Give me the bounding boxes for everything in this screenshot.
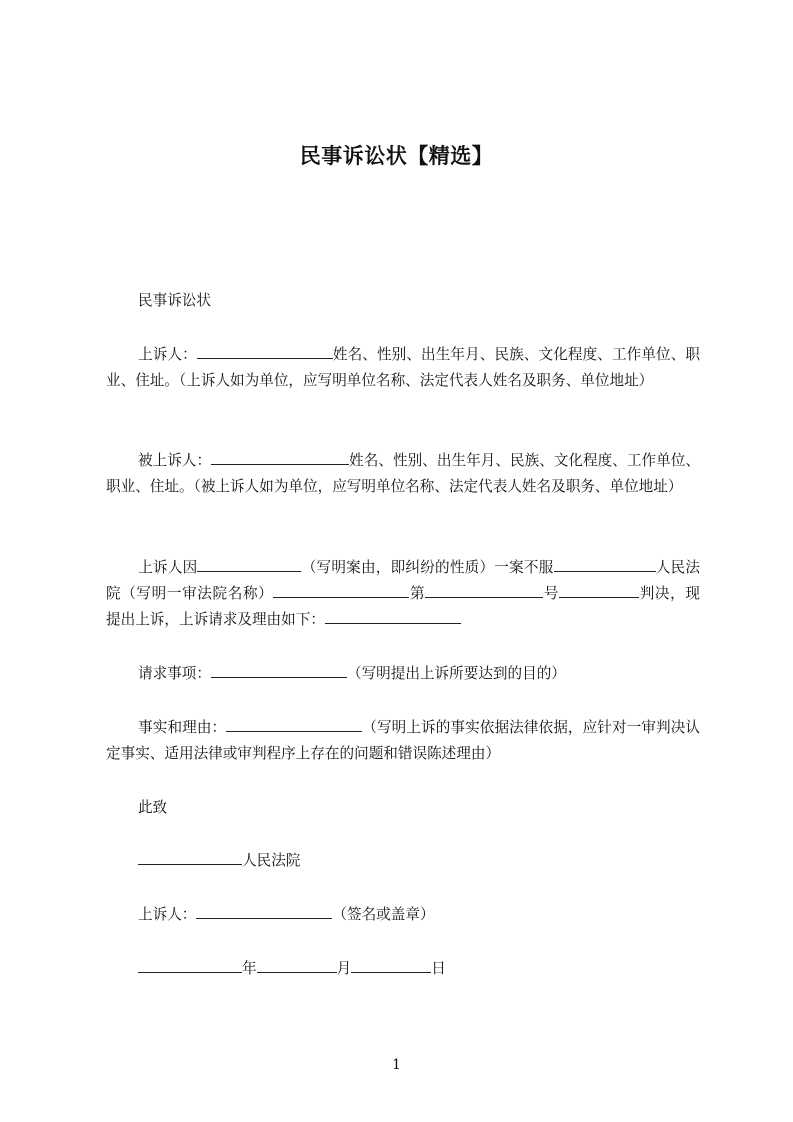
appeal-text-6: 判决，现提出上诉，上诉请求及理由如下： — [106, 585, 700, 628]
date-year-blank[interactable] — [138, 958, 242, 973]
signer-line — [106, 902, 700, 928]
request-blank[interactable] — [211, 663, 347, 678]
facts-label: 事实和理由： — [138, 719, 227, 736]
appellee-name-blank[interactable] — [211, 450, 349, 465]
appeal-text-4: 第 — [409, 585, 426, 602]
request-label: 请求事项： — [138, 665, 211, 682]
appeal-text-5: 号 — [543, 585, 560, 602]
appeal-paragraph — [106, 555, 700, 633]
date-month-blank[interactable] — [257, 958, 337, 973]
signature-blank[interactable] — [196, 904, 332, 919]
facts-paragraph — [106, 715, 700, 767]
greeting-line — [106, 795, 700, 821]
greeting-text: 此致 — [138, 799, 168, 816]
page-number: 1 — [392, 1057, 401, 1073]
heading-text: 民事诉讼状 — [138, 292, 211, 309]
appeal-reasons-blank[interactable] — [325, 609, 461, 624]
court-line — [106, 848, 700, 874]
case-number-blank[interactable] — [425, 583, 543, 598]
appellant-name-blank[interactable] — [197, 344, 333, 359]
judgment-type-blank[interactable] — [559, 583, 639, 598]
appellee-text: 姓名、性别、出生年月、民族、文化程度、工作单位、职业、住址。（被上诉人如为单位，应写明单位名称、法定代表人姓名及职务、单位地址） — [106, 452, 700, 495]
closing-court-blank[interactable] — [138, 850, 242, 865]
appellee-label: 被上诉人： — [138, 452, 212, 469]
appellant-text: 姓名、性别、出生年月、民族、文化程度、工作单位、职业、住址。（上诉人如为单位，应写明单位名称、法定代表人姓名及职务、单位地址） — [106, 346, 700, 389]
request-paragraph — [106, 661, 700, 687]
facts-note: （写明上诉的事实依据法律依据，应针对一审判决认定事实、适用法律或审判程序上存在的问题和错误陈述理由） — [106, 719, 700, 762]
appeal-text-3: 人民法院（写明一审法院名称） — [106, 559, 700, 602]
signer-label: 上诉人： — [138, 906, 197, 923]
request-note: （写明提出上诉所要达到的目的） — [346, 665, 566, 682]
signer-note: （签名或盖章） — [332, 906, 435, 923]
page-title: 民事诉讼状【精选】 — [299, 144, 494, 168]
facts-blank[interactable] — [226, 717, 362, 732]
appeal-text-1: 上诉人因 — [138, 559, 198, 576]
date-day-blank[interactable] — [351, 958, 431, 973]
date-month-label: 月 — [336, 960, 352, 977]
appellant-label: 上诉人： — [138, 346, 197, 363]
date-day-label: 日 — [431, 960, 446, 977]
court-name-blank[interactable] — [554, 557, 656, 572]
year-blank[interactable] — [273, 583, 409, 598]
appeal-text-2: （写明案由，即纠纷的性质）一案不服 — [301, 559, 554, 576]
appellee-paragraph — [106, 448, 700, 500]
date-year-label: 年 — [242, 960, 257, 977]
date-line — [106, 956, 700, 982]
appellant-paragraph — [106, 342, 700, 394]
case-cause-blank[interactable] — [197, 557, 301, 572]
document-heading — [106, 288, 700, 314]
court-suffix: 人民法院 — [242, 852, 301, 869]
